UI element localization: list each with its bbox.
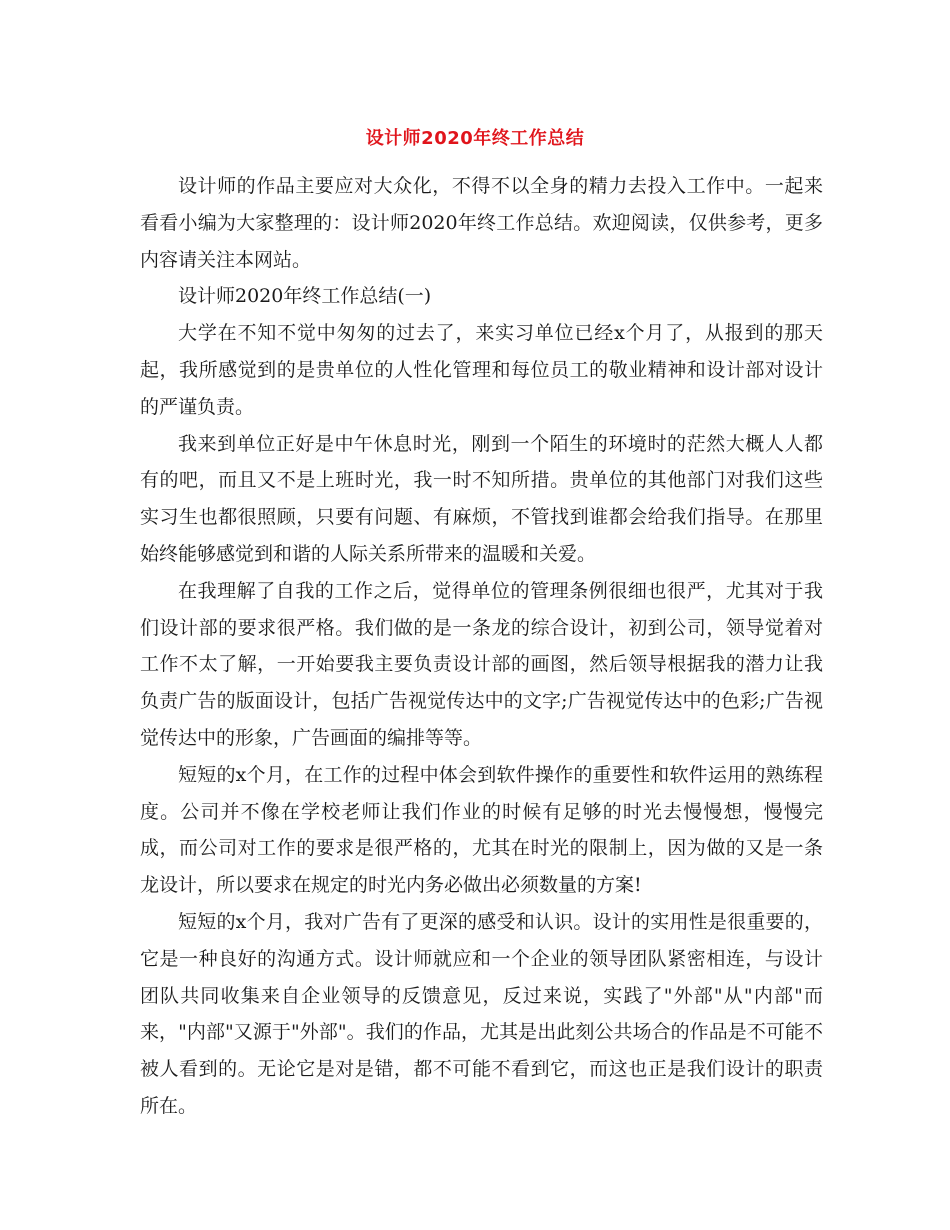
document-title: 设计师2020年终工作总结 xyxy=(365,128,585,149)
paragraph: 短短的x个月，我对广告有了更深的感受和认识。设计的实用性是很重要的，它是一种良好的沟通方式。设计师就应和一个企业的领导团队紧密相连，与设计团队共同收集来自企业领导的反馈意见，反过来说，实践了"外部"从"内部"而来，"内部"又源于"外部"。我们的作品，尤其是出此刻公共场合的作品是不可能不被人看到的。无论它是对是错，都不可能不看到它，而这也正是我们设计的职责所在。 xyxy=(140,910,823,1117)
section-heading: 设计师2020年终工作总结(一) xyxy=(178,285,432,308)
paragraph: 大学在不知不觉中匆匆的过去了，来实习单位已经x个月了，从报到的那天起，我所感觉到的是贵单位的人性化管理和每位员工的敬业精神和设计部对设计的严谨负责。 xyxy=(140,322,823,418)
paragraph: 在我理解了自我的工作之后，觉得单位的管理条例很细也很严，尤其对于我们设计部的要求很严格。我们做的是一条龙的综合设计，初到公司，领导觉着对工作不太了解，一开始要我主要负责设计部的画图，然后领导根据我的潜力让我负责广告的版面设计，包括广告视觉传达中的文字;广告视觉传达中的色彩;广告视觉传达中的形象，广告画面的编排等等。 xyxy=(140,579,823,749)
paragraph: 短短的x个月，在工作的过程中体会到软件操作的重要性和软件运用的熟练程度。公司并不像在学校老师让我们作业的时候有足够的时光去慢慢想，慢慢完成，而公司对工作的要求是很严格的，尤其在时光的限制上，因为做的又是一条龙设计，所以要求在规定的时光内务必做出必须数量的方案! xyxy=(140,763,823,897)
document-body xyxy=(140,168,823,1125)
paragraph: 我来到单位正好是中午休息时光，刚到一个陌生的环境时的茫然大概人人都有的吧，而且又不是上班时光，我一时不知所措。贵单位的其他部门对我们这些实习生也都很照顾，只要有问题、有麻烦，不管找到谁都会给我们指导。在那里始终能够感觉到和谐的人际关系所带来的温暖和关爱。 xyxy=(140,432,823,565)
paragraph-intro: 设计师的作品主要应对大众化，不得不以全身的精力去投入工作中。一起来看看小编为大家整理的：设计师2020年终工作总结。欢迎阅读，仅供参考，更多内容请关注本网站。 xyxy=(140,175,823,271)
